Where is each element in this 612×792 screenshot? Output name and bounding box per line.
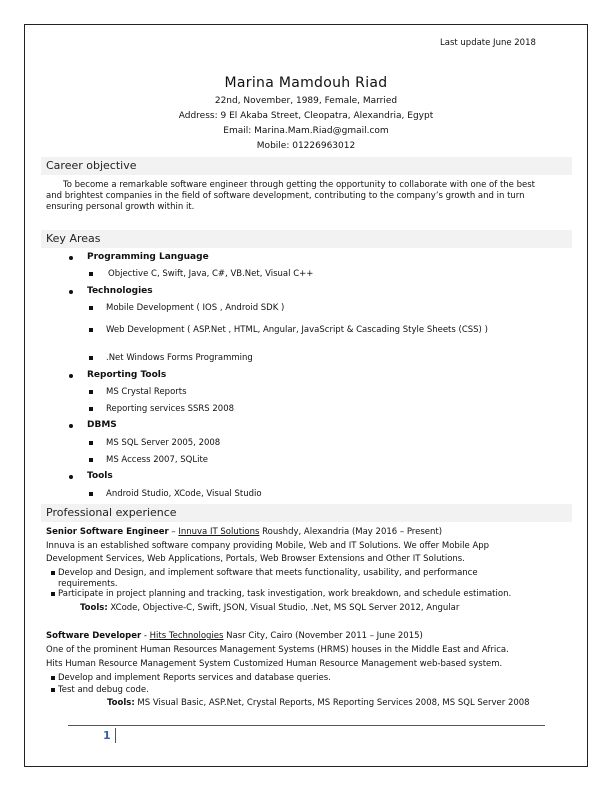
page-number: 1 xyxy=(103,729,111,742)
career-line-3: ensuring personal growth within it. xyxy=(46,202,195,212)
mobile: Mobile: 01226963012 xyxy=(256,141,356,151)
job-heading xyxy=(46,527,442,537)
bullet-dot xyxy=(69,290,73,294)
job-separator: - xyxy=(141,631,150,641)
category-technologies: Technologies xyxy=(87,286,153,296)
item-mobile-dev: Mobile Development ( IOS , Android SDK ) xyxy=(106,303,285,313)
bullet-square xyxy=(89,306,93,310)
bullet-square xyxy=(51,571,55,575)
job-location-dates: Roushdy, Alexandria (May 2016 – Present) xyxy=(259,527,443,537)
last-update: Last update June 2018 xyxy=(440,38,536,48)
tools-list: MS Visual Basic, ASP.Net, Crystal Reports, MS Reporting Services 2008, MS SQL Server 2008 xyxy=(134,698,530,708)
job-role: Senior Software Engineer xyxy=(46,527,169,537)
career-section-header xyxy=(41,157,572,175)
bullet-square xyxy=(89,458,93,462)
bullet-square xyxy=(89,407,93,411)
career-line-2: and brightest companies in the field of software development, contributing to the company’s growth and in turn xyxy=(46,191,525,201)
job-bullet: Test and debug code. xyxy=(58,685,149,695)
job-bullet: Develop and Design, and implement software that meets functionality, usability, and performance xyxy=(58,568,478,578)
job-desc-line: Development Services, Web Applications, Portals, Web Browser Extensions and Other IT Solutions. xyxy=(46,554,465,564)
tools-list: XCode, Objective-C, Swift, JSON, Visual Studio, .Net, MS SQL Server 2012, Angular xyxy=(107,603,460,613)
category-dbms: DBMS xyxy=(87,420,117,430)
bullet-square xyxy=(51,676,55,680)
job-desc-line: One of the prominent Human Resources Management Systems (HRMS) houses in the Middle East and Africa. xyxy=(46,645,509,655)
page-number-divider xyxy=(115,728,116,743)
bullet-square xyxy=(89,272,93,276)
bullet-square xyxy=(89,356,93,360)
item-languages: Objective C, Swift, Java, C#, VB.Net, Visual C++ xyxy=(108,269,314,279)
job-role: Software Developer xyxy=(46,631,142,641)
key-areas-section-header xyxy=(41,230,572,248)
person-name: Marina Mamdouh Riad xyxy=(224,75,388,91)
address: Address: 9 El Akaba Street, Cleopatra, Alexandria, Egypt xyxy=(178,111,434,121)
bullet-dot xyxy=(69,256,73,260)
bullet-square xyxy=(89,390,93,394)
footer-rule xyxy=(68,725,545,726)
job-bullet-cont: requirements. xyxy=(58,579,118,589)
job-separator: – xyxy=(168,527,179,537)
bullet-square xyxy=(51,592,55,596)
career-title: Career objective xyxy=(46,159,137,172)
bullet-dot xyxy=(69,475,73,479)
job-location-dates: Nasr City, Cairo (November 2011 – June 2015) xyxy=(223,631,423,641)
bullet-square xyxy=(89,492,93,496)
bullet-square xyxy=(51,688,55,692)
item-ides: Android Studio, XCode, Visual Studio xyxy=(106,489,262,499)
birth-info: 22nd, November, 1989, Female, Married xyxy=(214,96,398,106)
experience-section-header xyxy=(41,504,572,522)
email: Email: Marina.Mam.Riad@gmail.com xyxy=(223,126,389,136)
key-areas-title: Key Areas xyxy=(46,232,101,245)
bullet-dot xyxy=(69,424,73,428)
career-line-1: To become a remarkable software engineer through getting the opportunity to collaborate with one of the best xyxy=(63,180,535,190)
item-sqlserver: MS SQL Server 2005, 2008 xyxy=(106,438,221,448)
job-tools xyxy=(107,698,530,708)
job-desc-line: Innuva is an established software company providing Mobile, Web and IT Solutions. We offer Mobile App xyxy=(46,541,490,551)
experience-title: Professional experience xyxy=(46,506,177,519)
item-winforms: .Net Windows Forms Programming xyxy=(106,353,253,363)
job-tools xyxy=(80,603,459,613)
job-company-link[interactable]: Hits Technologies xyxy=(149,631,224,641)
job-bullet: Develop and implement Reports services and database queries. xyxy=(58,673,331,683)
category-programming: Programming Language xyxy=(87,252,209,262)
job-bullet: Participate in project planning and tracking, task investigation, work breakdown, and schedule estimation. xyxy=(58,589,512,599)
tools-label: Tools: xyxy=(80,603,108,613)
item-web-dev: Web Development ( ASP.Net , HTML, Angular, JavaScript & Cascading Style Sheets (CSS) ) xyxy=(106,325,488,335)
category-tools: Tools xyxy=(87,471,113,481)
item-access: MS Access 2007, SQLite xyxy=(106,455,209,465)
item-ssrs: Reporting services SSRS 2008 xyxy=(106,404,235,414)
job-company-link[interactable]: Innuva IT Solutions xyxy=(178,527,260,537)
bullet-dot xyxy=(69,374,73,378)
bullet-square xyxy=(89,328,93,332)
job-desc-line: Hits Human Resource Management System Customized Human Resource Management web-based system. xyxy=(46,659,503,669)
bullet-square xyxy=(89,441,93,445)
job-heading xyxy=(46,631,423,641)
tools-label: Tools: xyxy=(107,698,135,708)
item-crystal: MS Crystal Reports xyxy=(106,387,187,397)
category-reporting: Reporting Tools xyxy=(87,370,167,380)
